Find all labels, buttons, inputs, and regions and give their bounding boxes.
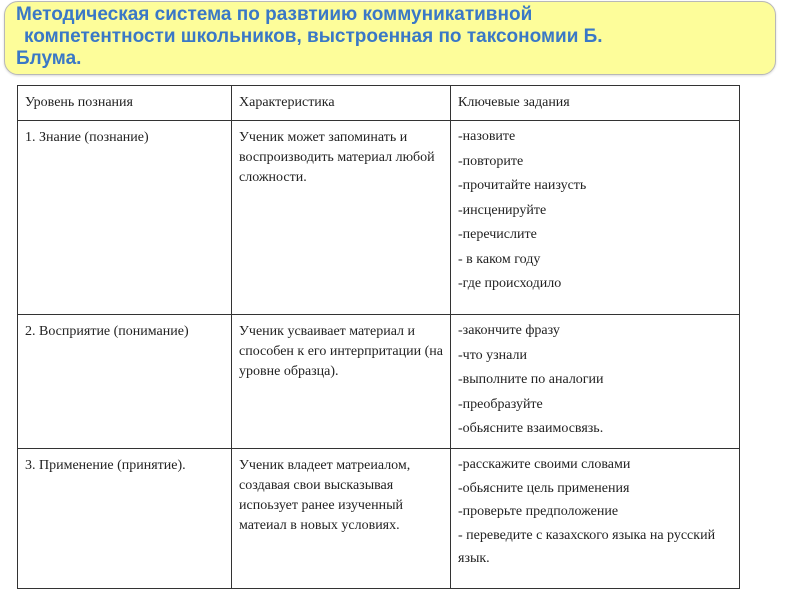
level-cell: 3. Применение (принятие). bbox=[18, 449, 232, 589]
characteristic-cell: Ученик усваивает материал и способен к его интерпритации (на уровне образца). bbox=[232, 315, 451, 449]
task-item: -инсценируйте bbox=[458, 202, 547, 218]
task-item: -назовите bbox=[458, 129, 516, 144]
level-cell: 1. Знание (познание) bbox=[18, 121, 232, 315]
table-header-row bbox=[18, 86, 740, 121]
task-item: -обьясните цель применения bbox=[458, 480, 630, 496]
task-item: -выполните по аналогии bbox=[458, 372, 604, 387]
level-cell: 2. Восприятие (понимание) bbox=[18, 315, 232, 449]
task-item: -закончите фразу bbox=[458, 323, 560, 338]
header-level: Уровень познания bbox=[18, 86, 232, 121]
tasks-cell bbox=[451, 315, 740, 449]
tasks-cell bbox=[451, 121, 740, 315]
task-item: - в каком году bbox=[458, 251, 541, 267]
task-item: -что узнали bbox=[458, 347, 527, 363]
task-item: -преобразуйте bbox=[458, 396, 543, 412]
task-item: -расскажите своими словами bbox=[458, 457, 631, 472]
task-item: -перечислите bbox=[458, 227, 537, 242]
task-item: -проверьте предположение bbox=[458, 504, 619, 519]
task-item: -где происходило bbox=[458, 276, 562, 291]
task-item: -повторите bbox=[458, 153, 524, 169]
task-item: -обьясните взаимосвязь. bbox=[458, 421, 604, 436]
characteristic-cell: Ученик может запоминать и воспроизводить материал любой сложности. bbox=[232, 121, 451, 315]
table-row bbox=[18, 449, 740, 589]
table-row bbox=[18, 121, 740, 315]
task-item: -прочитайте наизусть bbox=[458, 178, 587, 193]
header-key-tasks: Ключевые задания bbox=[451, 86, 740, 121]
title-banner bbox=[4, 1, 776, 75]
header-characteristic: Характеристика bbox=[232, 86, 451, 121]
tasks-cell bbox=[451, 449, 740, 589]
title-line-2: компетентности школьников, выстроенная по таксономии Б. bbox=[24, 26, 603, 47]
page-title bbox=[16, 4, 776, 70]
title-line-1: Методическая система по развтиию коммуникативной bbox=[16, 4, 533, 25]
characteristic-cell: Ученик владеет матреиалом, создавая свои высказывая испоьзует ранее изученный матеиал в новых условиях. bbox=[232, 449, 451, 589]
table-row bbox=[18, 315, 740, 449]
title-line-3: Блума. bbox=[16, 48, 82, 69]
task-item: - переведите с казахского языка на русский язык. bbox=[458, 527, 716, 566]
bloom-taxonomy-table bbox=[17, 85, 740, 589]
